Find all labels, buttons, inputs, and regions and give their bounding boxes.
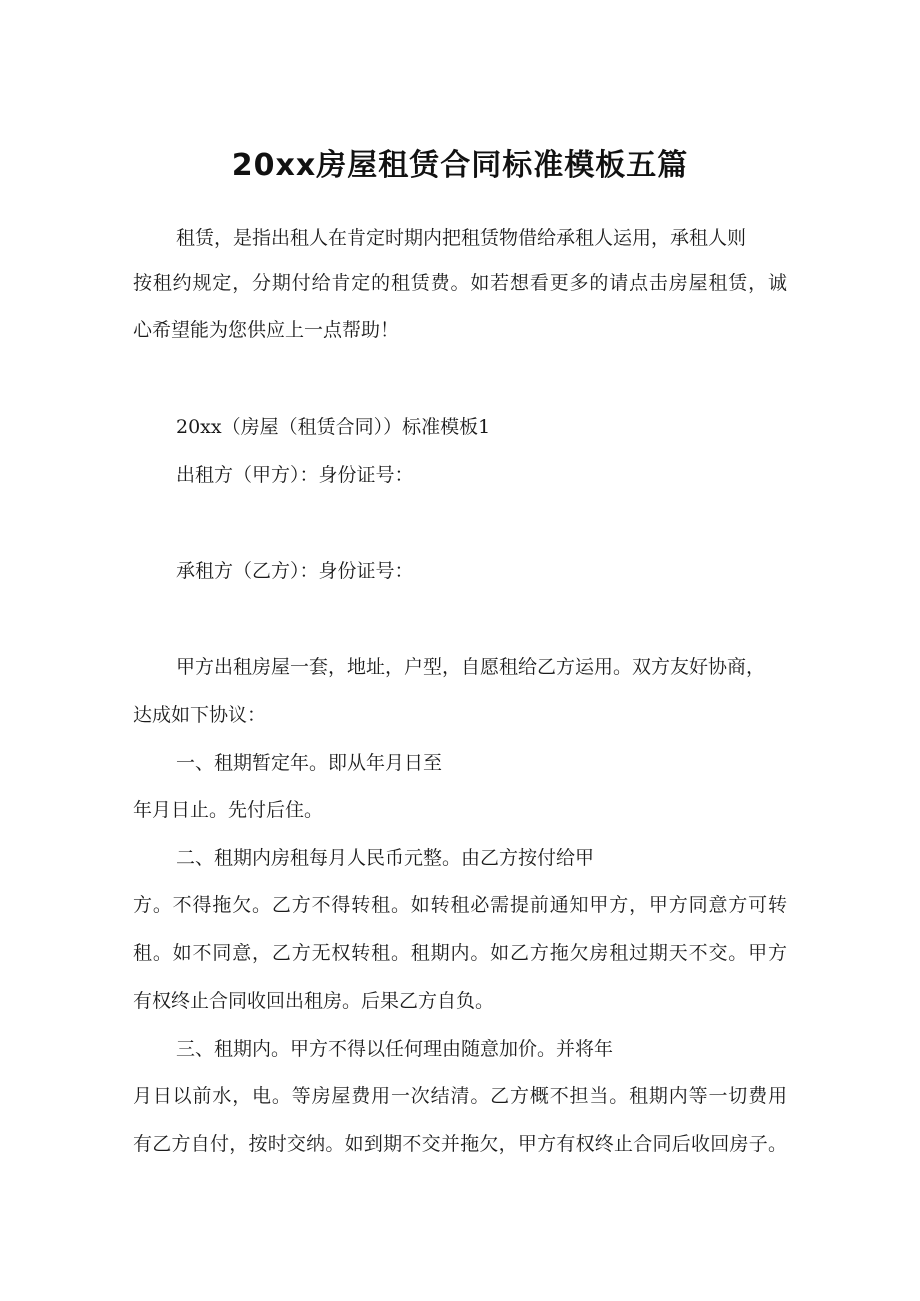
section-heading: 20xx（房屋（租赁合同））标准模板1 <box>176 416 491 438</box>
document-title: 20xx房屋租赁合同标准模板五篇 <box>231 148 689 183</box>
clause-2-line: 二、租期内房租每月人民币元整。由乙方按付给甲 <box>176 847 595 869</box>
clause-3-line: 月日以前水，电。等房屋费用一次结清。乙方概不担当。租期内等一切费用 <box>133 1085 787 1107</box>
agreement-intro-line: 甲方出租房屋一套，地址，户型，自愿租给乙方运用。双方友好协商， <box>176 656 766 678</box>
lessee-line: 承租方（乙方）：身份证号： <box>176 560 414 582</box>
clause-2-line: 租。如不同意，乙方无权转租。租期内。如乙方拖欠房租过期天不交。甲方 <box>133 942 787 964</box>
clause-1-line: 年月日止。先付后住。 <box>133 799 324 821</box>
clause-3-line: 三、租期内。甲方不得以任何理由随意加价。并将年 <box>176 1038 614 1060</box>
intro-line: 按租约规定，分期付给肯定的租赁费。如若想看更多的请点击房屋租赁，诚 <box>133 272 787 294</box>
intro-line: 心希望能为您供应上一点帮助！ <box>133 319 400 341</box>
clause-3-line: 有乙方自付，按时交纳。如到期不交并拖欠，甲方有权终止合同后收回房子。 <box>133 1133 787 1155</box>
intro-line: 租赁，是指出租人在肯定时期内把租赁物借给承租人运用，承租人则 <box>176 227 747 249</box>
lessor-line: 出租方（甲方）：身份证号： <box>176 464 414 486</box>
clause-2-line: 有权终止合同收回出租房。后果乙方自负。 <box>133 990 495 1012</box>
clause-1-line: 一、租期暂定年。即从年月日至 <box>176 752 443 774</box>
agreement-intro-line: 达成如下协议： <box>133 704 267 726</box>
clause-2-line: 方。不得拖欠。乙方不得转租。如转租必需提前通知甲方，甲方同意方可转 <box>133 894 787 916</box>
